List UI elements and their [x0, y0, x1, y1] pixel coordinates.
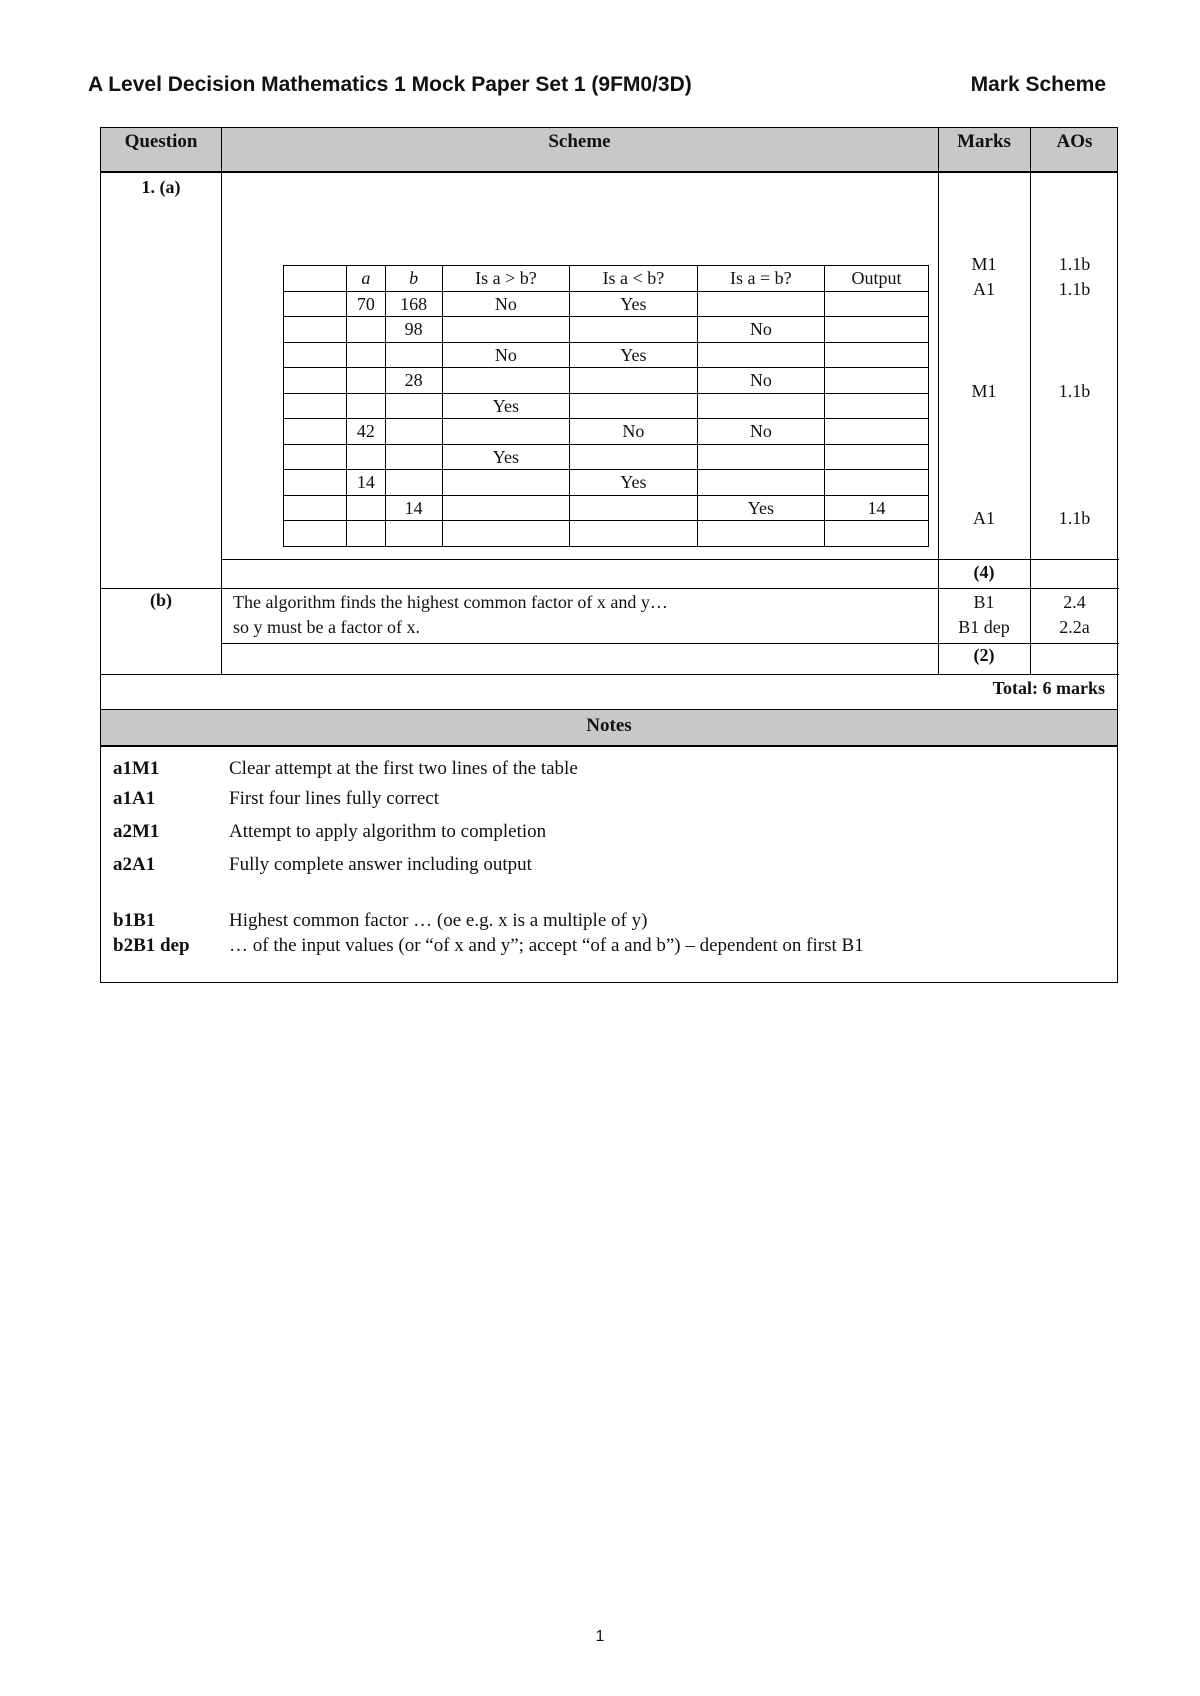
scheme-column-header: Scheme: [548, 131, 611, 152]
trace-cell: Yes: [570, 470, 697, 496]
note-code: a1A1: [113, 788, 156, 809]
trace-cell: 168: [385, 291, 442, 317]
trace-cell: [570, 317, 697, 343]
page-header: [88, 73, 1106, 97]
ao-1a-3: 1.1b: [1058, 381, 1091, 401]
notes-heading: Notes: [101, 709, 1117, 747]
trace-row: [284, 317, 929, 343]
trace-cell: [570, 368, 697, 394]
algorithm-trace-table: [283, 265, 929, 547]
trace-header-row: [284, 266, 929, 292]
trace-header-cell: Output: [825, 266, 929, 292]
note-text: Clear attempt at the first two lines of the table: [229, 758, 578, 779]
trace-cell: [825, 521, 929, 547]
note-text: Attempt to apply algorithm to completion: [229, 821, 547, 842]
trace-cell: No: [697, 419, 824, 445]
note-code: b2B1 dep: [113, 935, 190, 956]
trace-cell: [697, 444, 824, 470]
ao-1a-4: 1.1b: [1058, 508, 1091, 528]
trace-cell: [385, 521, 442, 547]
note-code: a1M1: [113, 758, 160, 779]
trace-cell: [442, 495, 569, 521]
trace-cell: [347, 317, 386, 343]
trace-row: [284, 470, 929, 496]
trace-cell: [347, 368, 386, 394]
trace-cell: 28: [385, 368, 442, 394]
trace-cell: Yes: [570, 291, 697, 317]
scheme-1b-line-2: so y must be a factor of x.: [233, 617, 420, 637]
aos-1b: [1030, 590, 1119, 640]
trace-cell: Yes: [697, 495, 824, 521]
trace-cell: 14: [825, 495, 929, 521]
trace-cell: [284, 291, 347, 317]
trace-cell: No: [442, 291, 569, 317]
mark-1a-a1: A1: [973, 279, 995, 299]
trace-cell: No: [697, 317, 824, 343]
page-number: 1: [595, 1628, 605, 1645]
trace-row: [284, 368, 929, 394]
divider: [221, 128, 222, 674]
trace-header-cell: Is a = b?: [697, 266, 824, 292]
trace-cell: [697, 291, 824, 317]
trace-cell: [347, 521, 386, 547]
trace-header-cell: [284, 266, 347, 292]
subtotal-1b: (2): [973, 645, 995, 665]
trace-cell: No: [697, 368, 824, 394]
trace-cell: [570, 495, 697, 521]
scheme-1b-line-1: The algorithm finds the highest common factor of x and y…: [233, 592, 668, 612]
trace-cell: [442, 419, 569, 445]
ao-1b-2: 2.2a: [1059, 617, 1090, 637]
trace-cell: 14: [385, 495, 442, 521]
trace-cell: [825, 419, 929, 445]
note-item: [113, 935, 864, 957]
trace-row: [284, 419, 929, 445]
trace-cell: [825, 470, 929, 496]
marks-1b: [938, 590, 1030, 640]
trace-header-cell: Is a < b?: [570, 266, 697, 292]
trace-cell: [825, 368, 929, 394]
note-text: Fully complete answer including output: [229, 854, 532, 875]
trace-cell: [284, 393, 347, 419]
column-header-row: [101, 128, 1117, 173]
trace-cell: [284, 317, 347, 343]
trace-row: [284, 444, 929, 470]
trace-header-cell: b: [385, 266, 442, 292]
trace-row: [284, 291, 929, 317]
marks-column-header: Marks: [957, 131, 1011, 152]
trace-cell: [825, 291, 929, 317]
divider: [101, 674, 1119, 675]
aos-1a-group1: [1030, 252, 1119, 302]
trace-cell: [570, 521, 697, 547]
trace-cell: 70: [347, 291, 386, 317]
trace-cell: 14: [347, 470, 386, 496]
trace-cell: [442, 521, 569, 547]
trace-cell: [284, 419, 347, 445]
trace-row: [284, 342, 929, 368]
note-code: b1B1: [113, 910, 156, 931]
trace-cell: [697, 470, 824, 496]
trace-cell: [825, 393, 929, 419]
mark-1a-m1: M1: [971, 254, 997, 274]
trace-cell: [385, 444, 442, 470]
trace-cell: Yes: [570, 342, 697, 368]
trace-cell: [284, 444, 347, 470]
trace-cell: [825, 317, 929, 343]
note-text: First four lines fully correct: [229, 788, 440, 809]
trace-cell: [347, 342, 386, 368]
trace-cell: [347, 495, 386, 521]
trace-cell: [347, 444, 386, 470]
question-label-1b: (b): [150, 590, 172, 610]
trace-cell: [570, 444, 697, 470]
mark-scheme-table: [100, 127, 1118, 983]
mark-1b-b1: B1: [973, 592, 995, 612]
question-column-header: Question: [124, 131, 198, 152]
trace-cell: [697, 393, 824, 419]
trace-cell: No: [442, 342, 569, 368]
trace-cell: [385, 342, 442, 368]
trace-cell: Yes: [442, 393, 569, 419]
trace-cell: [825, 444, 929, 470]
note-code: a2M1: [113, 821, 160, 842]
note-item: [113, 854, 532, 876]
mark-1a-a1-second: A1: [973, 508, 995, 528]
divider: [221, 643, 1119, 644]
trace-row: [284, 495, 929, 521]
note-item: [113, 821, 546, 843]
trace-cell: 42: [347, 419, 386, 445]
trace-cell: [385, 393, 442, 419]
mark-1a-m1-second: M1: [971, 381, 997, 401]
aos-column-header: AOs: [1056, 131, 1093, 152]
trace-cell: [284, 521, 347, 547]
note-text: … of the input values (or “of x and y”; accept “of a and b”) – dependent on first B1: [229, 935, 864, 956]
mark-scheme-label: Mark Scheme: [970, 73, 1106, 96]
trace-cell: [385, 419, 442, 445]
trace-cell: [284, 470, 347, 496]
ao-1a-2: 1.1b: [1058, 279, 1091, 299]
paper-title: A Level Decision Mathematics 1 Mock Paper Set 1 (9FM0/3D): [88, 73, 692, 96]
trace-cell: [442, 317, 569, 343]
ao-1b-1: 2.4: [1063, 592, 1086, 612]
note-item: [113, 758, 578, 780]
subtotal-1a: (4): [973, 562, 995, 582]
trace-cell: [825, 342, 929, 368]
trace-cell: [284, 342, 347, 368]
marks-1a-group1: [938, 252, 1030, 302]
trace-header-cell: a: [347, 266, 386, 292]
trace-cell: [347, 393, 386, 419]
trace-row: [284, 393, 929, 419]
total-marks: Total: 6 marks: [992, 678, 1105, 698]
trace-cell: [284, 368, 347, 394]
divider: [221, 559, 1119, 560]
trace-cell: [570, 393, 697, 419]
note-item: [113, 910, 647, 932]
trace-cell: No: [570, 419, 697, 445]
scheme-1b: [233, 590, 668, 640]
trace-cell: 98: [385, 317, 442, 343]
trace-row: [284, 521, 929, 547]
trace-cell: [442, 470, 569, 496]
trace-cell: [385, 470, 442, 496]
question-label-1a: 1. (a): [141, 177, 181, 197]
trace-cell: [442, 368, 569, 394]
ao-1a-1: 1.1b: [1058, 254, 1091, 274]
trace-cell: [284, 495, 347, 521]
divider: [101, 588, 1119, 589]
trace-cell: [697, 521, 824, 547]
trace-cell: Yes: [442, 444, 569, 470]
mark-1b-b1-dep: B1 dep: [958, 617, 1010, 637]
trace-cell: [697, 342, 824, 368]
note-code: a2A1: [113, 854, 156, 875]
trace-header-cell: Is a > b?: [442, 266, 569, 292]
note-item: [113, 788, 439, 810]
note-text: Highest common factor … (oe e.g. x is a multiple of y): [229, 910, 648, 931]
